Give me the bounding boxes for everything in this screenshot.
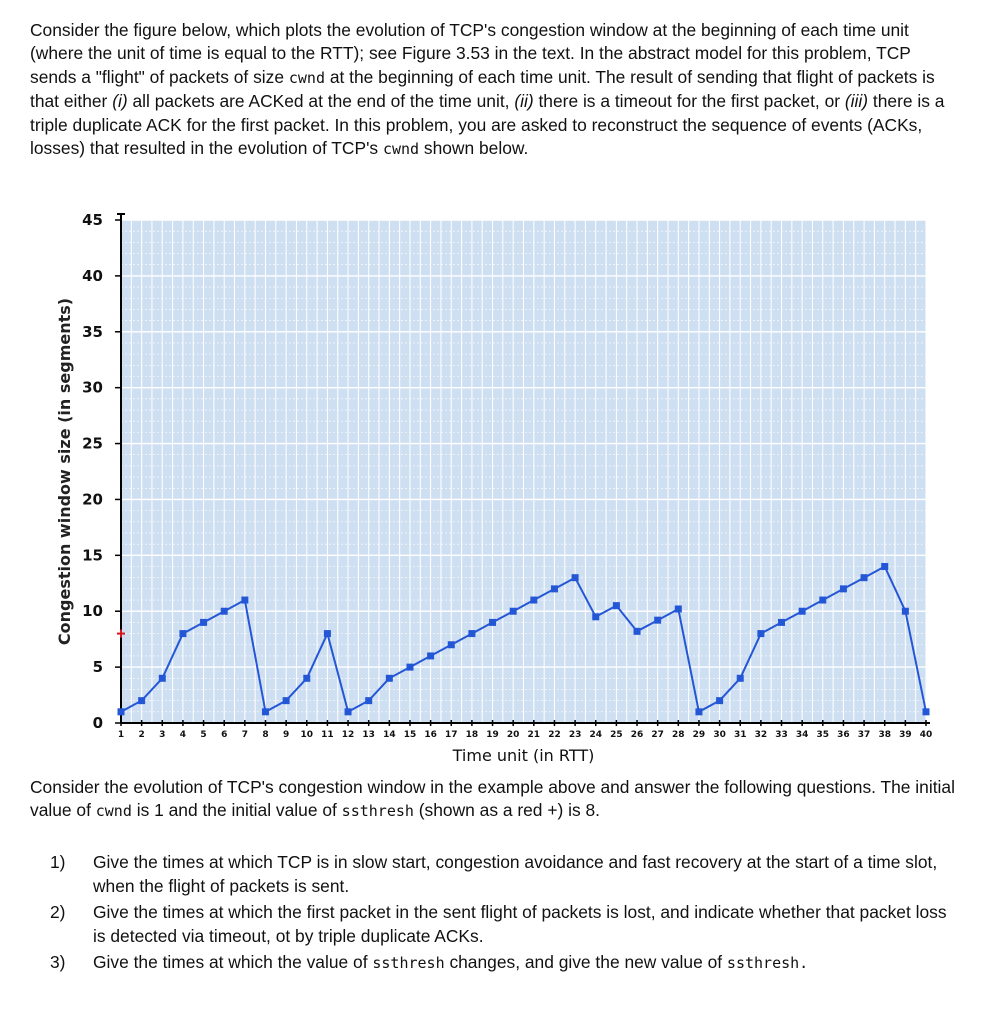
- x-tick-label: 20: [506, 730, 520, 740]
- question-number: 1): [50, 852, 66, 872]
- question-number: 3): [50, 952, 66, 972]
- cwnd-code: cwnd: [382, 140, 420, 159]
- cwnd-chart: [0, 200, 994, 772]
- data-point: [448, 641, 455, 648]
- data-point: [406, 664, 413, 671]
- data-point: [221, 608, 228, 615]
- x-tick-label: 27: [651, 730, 664, 740]
- x-tick-label: 33: [775, 730, 788, 740]
- y-tick-label: 20: [82, 490, 103, 509]
- y-tick-label: 30: [82, 378, 103, 397]
- x-tick-labels: [118, 730, 932, 740]
- y-axis-label: Congestion window size (in segments): [55, 297, 74, 646]
- y-tick-label: 10: [82, 602, 103, 621]
- x-tick-label: 4: [179, 730, 187, 740]
- ssthresh-code: ssthresh: [372, 954, 445, 972]
- x-tick-label: 37: [857, 730, 871, 740]
- data-point: [283, 697, 290, 704]
- x-tick-label: 24: [589, 730, 603, 740]
- data-point: [737, 675, 744, 682]
- data-point: [179, 630, 186, 637]
- data-point: [138, 697, 145, 704]
- data-point: [118, 708, 125, 715]
- data-point: [592, 613, 599, 620]
- data-point: [861, 574, 868, 581]
- intro-paragraph: Consider the figure below, which plots the evolution of TCP's congestion window at the beginning of each time unit (where the unit of time is equal to the RTT); see Figure 3.53 in the text. In the abstract model for this problem, TCP sends a "flight" of packets of size cwnd at the beginning of each time unit. The result of sending that flight of packets is that either (i) all packets are ACKed at the end of the time unit, (ii) there is a timeout for the first packet, or (iii) there is a triple duplicate ACK for the first packet. In this problem, you are asked to reconstruct the sequence of events (ACKs, losses) that resulted in the evolution of TCP's cwnd shown below.: [30, 20, 945, 159]
- x-tick-label: 16: [424, 730, 437, 740]
- x-tick-label: 7: [241, 730, 248, 740]
- question-intro: Consider the evolution of TCP's congestion window in the example above and answer the following questions. The initial value of cwnd is 1 and the initial value of ssthresh (shown as a red +) is 8.: [30, 777, 955, 821]
- data-point: [923, 708, 930, 715]
- data-point: [468, 630, 475, 637]
- question-text: Give the times at which the first packet in the sent flight of packets is lost, and indicate whether that packet loss is detected via timeout, ot by triple duplicate ACKs.: [93, 902, 947, 946]
- data-point: [530, 597, 537, 604]
- x-tick-label: 22: [548, 730, 561, 740]
- x-tick-label: 15: [403, 730, 417, 740]
- x-tick-label: 30: [713, 730, 726, 740]
- question-item: [50, 900, 955, 948]
- x-tick-label: 12: [341, 730, 355, 740]
- data-point: [840, 585, 847, 592]
- x-tick-label: 1: [117, 730, 125, 740]
- x-tick-label: 2: [138, 730, 145, 740]
- x-tick-label: 39: [899, 730, 912, 740]
- x-tick-label: 36: [837, 730, 850, 740]
- question-list: [50, 850, 955, 977]
- data-point: [345, 708, 352, 715]
- data-point: [613, 602, 620, 609]
- x-tick-label: 19: [486, 730, 499, 740]
- data-point: [757, 630, 764, 637]
- data-point: [427, 652, 434, 659]
- data-point: [819, 597, 826, 604]
- x-tick-label: 17: [444, 730, 458, 740]
- y-tick-label: 0: [92, 714, 103, 732]
- y-tick-label: 35: [82, 322, 103, 341]
- y-tick-labels: [82, 211, 121, 732]
- x-tick-label: 5: [200, 730, 207, 740]
- x-tick-label: 31: [733, 730, 747, 740]
- x-tick-label: 32: [754, 730, 768, 740]
- data-point: [675, 605, 682, 612]
- x-tick-label: 6: [221, 730, 228, 740]
- question-number: 2): [50, 902, 66, 922]
- x-tick-label: 11: [321, 730, 334, 740]
- x-tick-label: 18: [465, 730, 479, 740]
- x-tick-label: 28: [672, 730, 685, 740]
- question-item: [50, 850, 955, 898]
- x-tick-label: 34: [795, 730, 809, 740]
- data-point: [510, 608, 517, 615]
- x-tick-label: 9: [282, 730, 290, 740]
- data-point: [654, 617, 661, 624]
- data-point: [262, 708, 269, 715]
- data-point: [634, 628, 641, 635]
- data-point: [489, 619, 496, 626]
- data-point: [695, 708, 702, 715]
- question-item: [50, 950, 955, 975]
- ssthresh-code: ssthresh.: [726, 954, 809, 972]
- y-tick-label: 15: [82, 546, 103, 565]
- x-tick-label: 21: [527, 730, 541, 740]
- x-tick-label: 29: [692, 730, 706, 740]
- data-point: [303, 675, 310, 682]
- y-tick-label: 40: [82, 266, 103, 285]
- data-point: [386, 675, 393, 682]
- cwnd-code: cwnd: [288, 68, 325, 87]
- data-point: [778, 619, 785, 626]
- data-point: [799, 608, 806, 615]
- data-point: [365, 697, 372, 704]
- x-tick-label: 14: [383, 730, 396, 740]
- x-tick-label: 23: [568, 730, 582, 740]
- data-point: [716, 697, 723, 704]
- data-point: [324, 630, 331, 637]
- x-tick-label: 26: [630, 730, 644, 740]
- y-tick-label: 45: [82, 211, 103, 229]
- y-tick-label: 5: [92, 658, 103, 677]
- x-tick-label: 3: [159, 730, 166, 740]
- ssthresh-code: ssthresh: [341, 802, 414, 821]
- x-tick-label: 35: [816, 730, 830, 740]
- x-tick-label: 10: [300, 730, 314, 740]
- y-tick-label: 25: [82, 434, 103, 453]
- data-point: [902, 608, 909, 615]
- x-axis-label: Time unit (in RTT): [452, 746, 595, 765]
- x-tick-label: 25: [610, 730, 623, 740]
- data-point: [572, 574, 579, 581]
- x-tick-label: 13: [362, 730, 375, 740]
- x-tick-label: 8: [262, 730, 269, 740]
- data-point: [241, 597, 248, 604]
- cwnd-code: cwnd: [95, 802, 132, 821]
- question-text: Give the times at which the value of ssthresh changes, and give the new value of ssthresh.: [93, 952, 809, 972]
- x-tick-label: 38: [878, 730, 891, 740]
- data-point: [551, 585, 558, 592]
- data-point: [881, 563, 888, 570]
- question-text: Give the times at which TCP is in slow start, congestion avoidance and fast recovery at the start of a time slot, when the flight of packets is sent.: [93, 852, 938, 896]
- x-tick-label: 40: [919, 730, 933, 740]
- data-point: [200, 619, 207, 626]
- data-point: [159, 675, 166, 682]
